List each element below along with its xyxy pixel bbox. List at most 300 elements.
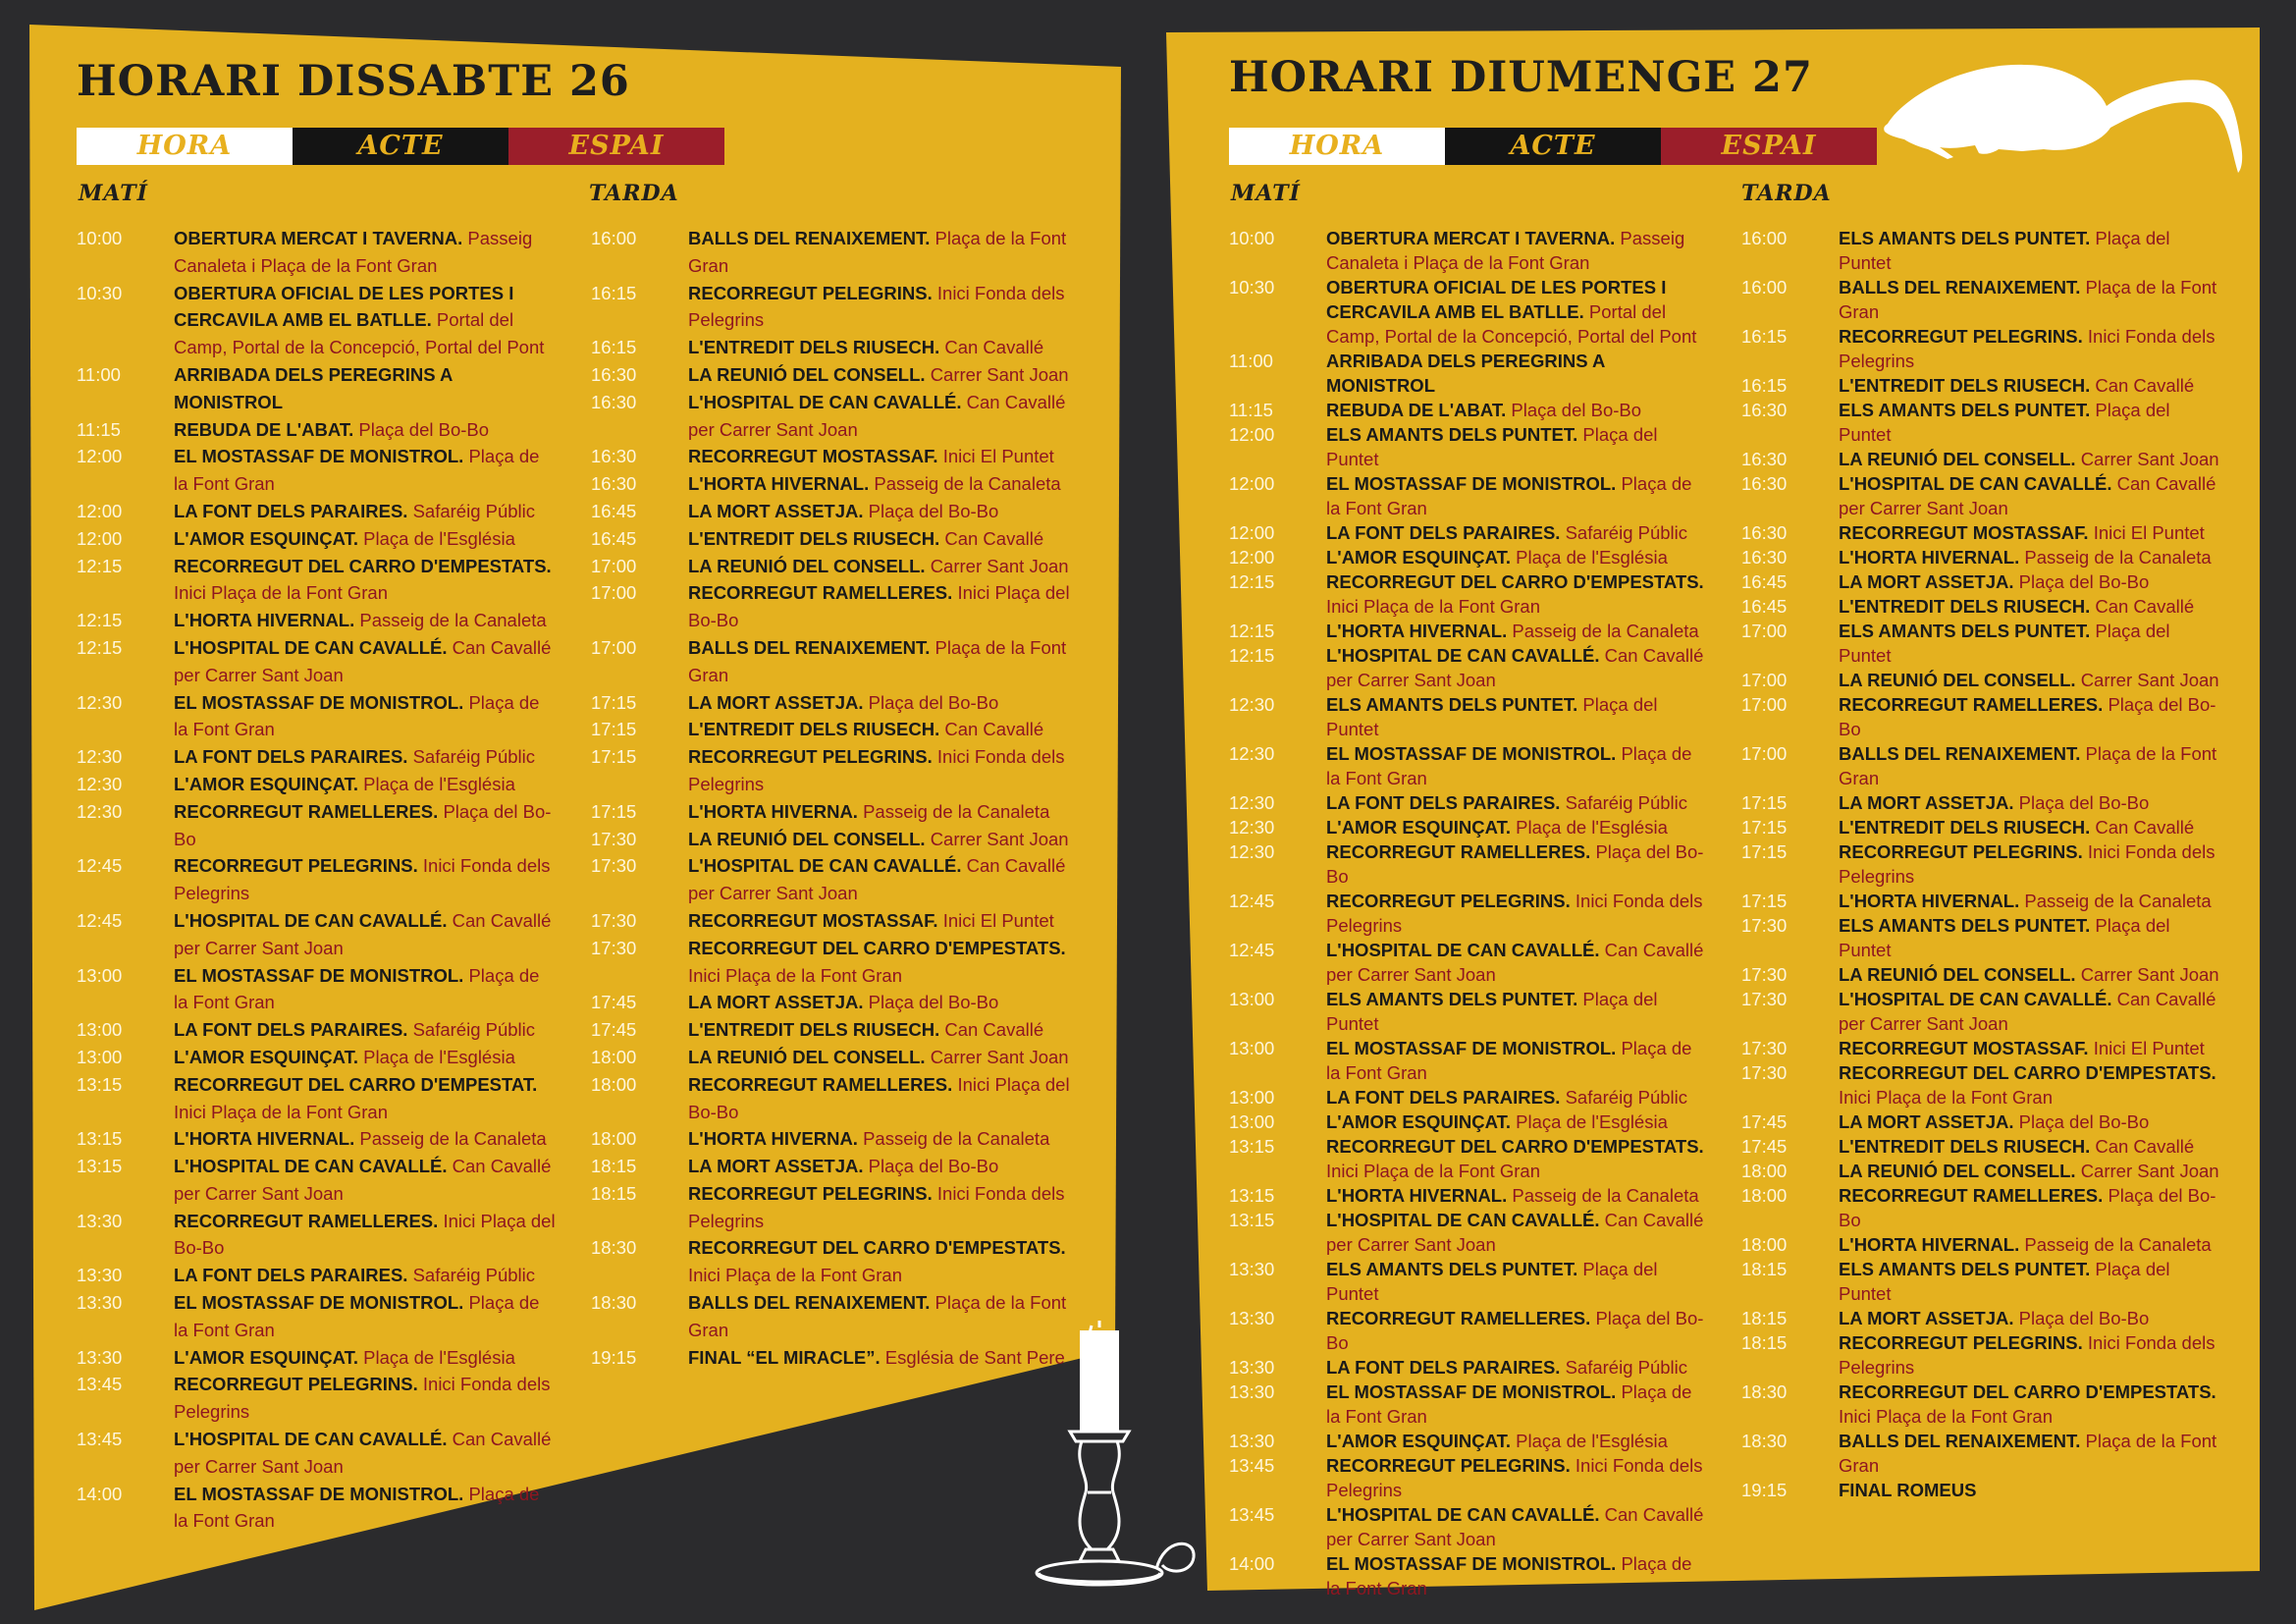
schedule-time: 17:15 — [1741, 792, 1788, 813]
schedule-place: Can Cavallé — [2095, 817, 2195, 838]
schedule-time: 16:45 — [591, 527, 637, 549]
schedule-row — [1741, 1330, 2222, 1380]
schedule-event: L'HORTA HIVERNAL. — [688, 473, 870, 495]
schedule-time: 13:45 — [1229, 1455, 1275, 1476]
schedule-event: L'HORTA HIVERNAL. — [174, 1128, 355, 1150]
schedule-event: LA MORT ASSETJA. — [1839, 571, 2014, 592]
schedule-place: Plaça de la Font Gran — [174, 446, 540, 495]
schedule-time: 18:15 — [1741, 1332, 1788, 1353]
schedule-row — [77, 1125, 558, 1153]
schedule-time: 12:00 — [77, 527, 123, 549]
schedule-place: Inici Plaça de la Font Gran — [1326, 1161, 1540, 1181]
schedule-row — [77, 1481, 558, 1536]
schedule-place: Plaça de l'Església — [363, 773, 515, 794]
schedule-row — [1229, 1453, 1710, 1502]
schedule-place: Can Cavallé per Carrer Sant Joan — [1326, 940, 1704, 985]
schedule-event: RECORREGUT DEL CARRO D'EMPESTATS. — [688, 937, 1066, 958]
schedule-row — [591, 743, 1072, 798]
schedule-time: 12:00 — [1229, 522, 1275, 543]
schedule-row — [1741, 447, 2222, 471]
schedule-event: L'HORTA HIVERNAL. — [174, 610, 355, 631]
schedule-time: 18:00 — [1741, 1185, 1788, 1206]
schedule-place: Inici Fonda dels Pelegrins — [174, 1374, 551, 1423]
schedule-row — [591, 1016, 1072, 1044]
schedule-row — [77, 1371, 558, 1426]
schedule-place: Safaréig Públic — [412, 1265, 536, 1286]
schedule-event: L'HOSPITAL DE CAN CAVALLÉ. — [1326, 645, 1600, 666]
schedule-event: L'AMOR ESQUINÇAT. — [174, 1046, 359, 1067]
schedule-place: Plaça del Bo-Bo — [358, 418, 490, 440]
schedule-row — [1229, 349, 1710, 398]
schedule-place: Església de Sant Pere — [884, 1346, 1065, 1368]
schedule-event: EL MOSTASSAF DE MONISTROL. — [174, 691, 464, 713]
schedule-place: Can Cavallé — [944, 719, 1044, 740]
schedule-time: 17:15 — [1741, 817, 1788, 838]
schedule-event: L'ENTREDIT DELS RIUSECH. — [688, 1019, 940, 1041]
header-hora: HORA — [1229, 128, 1445, 165]
schedule-event: LA FONT DELS PARAIRES. — [174, 1265, 408, 1286]
schedule-row — [1229, 938, 1710, 987]
schedule-row — [591, 907, 1072, 935]
schedule-row — [1741, 373, 2222, 398]
schedule-place: Passeig de la Canaleta — [863, 1128, 1050, 1150]
schedule-event: LA REUNIÓ DEL CONSELL. — [688, 555, 926, 576]
schedule-event: L'HORTA HIVERNA. — [688, 800, 858, 822]
schedule-event: L'AMOR ESQUINÇAT. — [1326, 1431, 1512, 1451]
schedule-event: ELS AMANTS DELS PUNTET. — [1839, 621, 2091, 641]
schedule-place: Plaça del Puntet — [1839, 228, 2170, 273]
schedule-place: Plaça del Puntet — [1326, 424, 1658, 469]
schedule-event: REBUDA DE L'ABAT. — [1326, 400, 1507, 420]
schedule-time: 17:45 — [591, 992, 637, 1013]
schedule-row — [77, 525, 558, 553]
schedule-place: Inici Plaça de la Font Gran — [1326, 596, 1540, 617]
schedule-row — [77, 498, 558, 525]
schedule-event: L'AMOR ESQUINÇAT. — [174, 527, 359, 549]
schedule-row — [591, 826, 1072, 853]
schedule-place: Plaça del Puntet — [1839, 400, 2170, 445]
schedule-row — [1741, 619, 2222, 668]
schedule-time: 16:15 — [1741, 375, 1788, 396]
schedule-event: LA REUNIÓ DEL CONSELL. — [1839, 1161, 2076, 1181]
schedule-list-saturday-afternoon — [591, 225, 1072, 1371]
schedule-event: BALLS DEL RENAIXEMENT. — [688, 1292, 931, 1314]
schedule-row — [1741, 398, 2222, 447]
schedule-event: L'AMOR ESQUINÇAT. — [174, 773, 359, 794]
schedule-time: 16:15 — [591, 337, 637, 358]
schedule-row — [1229, 619, 1710, 643]
schedule-event: ELS AMANTS DELS PUNTET. — [1839, 228, 2091, 248]
schedule-time: 16:30 — [1741, 547, 1788, 568]
schedule-place: Passeig de la Canaleta — [863, 800, 1050, 822]
schedule-event: RECORREGUT PELEGRINS. — [174, 855, 418, 877]
schedule-place: Plaça de la Font Gran — [1839, 1431, 2217, 1476]
schedule-event: RECORREGUT DEL CARRO D'EMPESTATS. — [1326, 1136, 1704, 1157]
schedule-row — [77, 962, 558, 1017]
schedule-event: L'HOSPITAL DE CAN CAVALLÉ. — [1839, 473, 2112, 494]
schedule-place: Can Cavallé per Carrer Sant Joan — [1326, 1210, 1704, 1255]
schedule-place: Plaça del Bo-Bo — [868, 500, 999, 521]
schedule-place: Inici Plaça del Bo-Bo — [688, 1073, 1070, 1122]
schedule-event: BALLS DEL RENAIXEMENT. — [688, 228, 931, 248]
schedule-place: Can Cavallé per Carrer Sant Joan — [1839, 989, 2216, 1034]
schedule-time: 17:00 — [1741, 670, 1788, 690]
schedule-event: RECORREGUT PELEGRINS. — [1839, 841, 2083, 862]
schedule-place: Plaça de l'Església — [363, 527, 515, 549]
schedule-place: Plaça del Bo-Bo — [2018, 1111, 2150, 1132]
schedule-place: Plaça del Bo-Bo — [1326, 1308, 1704, 1353]
schedule-time: 17:15 — [591, 719, 637, 740]
schedule-event: L'HOSPITAL DE CAN CAVALLÉ. — [174, 909, 448, 931]
schedule-time: 16:30 — [1741, 449, 1788, 469]
schedule-row — [77, 689, 558, 744]
schedule-row — [1229, 815, 1710, 839]
schedule-time: 13:30 — [77, 1292, 123, 1314]
schedule-place: Plaça del Bo-Bo — [1326, 841, 1704, 887]
schedule-list-sunday-morning — [1229, 226, 1710, 1600]
schedule-event: EL MOSTASSAF DE MONISTROL. — [174, 446, 464, 467]
schedule-event: EL MOSTASSAF DE MONISTROL. — [1326, 1381, 1617, 1402]
schedule-time: 13:15 — [77, 1073, 123, 1095]
header-acte: ACTE — [293, 128, 508, 165]
schedule-event: L'ENTREDIT DELS RIUSECH. — [688, 719, 940, 740]
schedule-place: Plaça del Bo-Bo — [1839, 694, 2216, 739]
schedule-row — [591, 1125, 1072, 1153]
schedule-event: EL MOSTASSAF DE MONISTROL. — [1326, 473, 1617, 494]
schedule-event: RECORREGUT PELEGRINS. — [1326, 1455, 1571, 1476]
schedule-time: 16:00 — [1741, 228, 1788, 248]
schedule-time: 13:00 — [1229, 1038, 1275, 1058]
schedule-event: RECORREGUT RAMELLERES. — [688, 1073, 953, 1095]
schedule-event: LA MORT ASSETJA. — [1839, 1308, 2014, 1328]
schedule-time: 18:00 — [1741, 1161, 1788, 1181]
header-espai: ESPAI — [1661, 128, 1877, 165]
schedule-place: Plaça del Puntet — [1326, 694, 1658, 739]
schedule-event: LA FONT DELS PARAIRES. — [1326, 522, 1561, 543]
schedule-list-sunday-afternoon — [1741, 226, 2222, 1502]
schedule-time: 10:00 — [77, 228, 123, 248]
schedule-row — [1741, 1036, 2222, 1060]
schedule-row — [1229, 1429, 1710, 1453]
schedule-row — [1741, 1110, 2222, 1134]
schedule-time: 16:45 — [1741, 596, 1788, 617]
schedule-place: Passeig de la Canaleta — [1512, 621, 1699, 641]
schedule-time: 12:15 — [1229, 621, 1275, 641]
schedule-time: 13:30 — [1229, 1357, 1275, 1378]
schedule-place: Plaça del Puntet — [1839, 915, 2170, 960]
schedule-row — [77, 1426, 558, 1481]
schedule-event: ELS AMANTS DELS PUNTET. — [1326, 1259, 1578, 1279]
schedule-place: Inici Plaça de la Font Gran — [174, 582, 388, 604]
schedule-row — [1229, 1306, 1710, 1355]
schedule-event: LA MORT ASSETJA. — [688, 691, 864, 713]
schedule-event: LA FONT DELS PARAIRES. — [174, 500, 408, 521]
schedule-event: L'HORTA HIVERNAL. — [1326, 1185, 1508, 1206]
schedule-row — [1229, 471, 1710, 520]
schedule-event: ELS AMANTS DELS PUNTET. — [1839, 400, 2091, 420]
schedule-place: Plaça de la Font Gran — [688, 228, 1067, 276]
schedule-place: Plaça de l'Església — [363, 1346, 515, 1368]
schedule-event: BALLS DEL RENAIXEMENT. — [1839, 1431, 2081, 1451]
schedule-row — [591, 989, 1072, 1016]
schedule-time: 18:30 — [1741, 1381, 1788, 1402]
schedule-time: 13:00 — [77, 1046, 123, 1067]
schedule-place: Plaça de la Font Gran — [1839, 277, 2217, 322]
schedule-place: Inici Fonda dels Pelegrins — [688, 282, 1065, 331]
schedule-time: 13:00 — [77, 1019, 123, 1041]
schedule-time: 16:30 — [591, 473, 637, 495]
schedule-row — [591, 579, 1072, 634]
schedule-time: 17:15 — [1741, 891, 1788, 911]
schedule-place: Plaça de l'Església — [1516, 1431, 1668, 1451]
schedule-row — [1741, 545, 2222, 569]
schedule-place: Inici Plaça del Bo-Bo — [174, 1210, 556, 1259]
schedule-event: RECORREGUT DEL CARRO D'EMPESTATS. — [688, 1237, 1066, 1259]
schedule-event: LA FONT DELS PARAIRES. — [174, 746, 408, 768]
schedule-row — [591, 525, 1072, 553]
schedule-time: 18:00 — [591, 1046, 637, 1067]
schedule-event: ARRIBADA DELS PEREGRINS A MONISTROL — [174, 363, 453, 412]
schedule-time: 16:00 — [591, 228, 637, 248]
schedule-time: 11:15 — [1229, 400, 1273, 420]
schedule-time: 13:15 — [77, 1128, 123, 1150]
schedule-event: L'HORTA HIVERNA. — [688, 1128, 858, 1150]
schedule-event: LA REUNIÓ DEL CONSELL. — [688, 1046, 926, 1067]
schedule-event: OBERTURA OFICIAL DE LES PORTES I CERCAVILA AMB EL BATLLE. — [174, 282, 514, 331]
schedule-row — [1229, 545, 1710, 569]
schedule-row — [1741, 790, 2222, 815]
schedule-row — [77, 416, 558, 444]
schedule-row — [1229, 1085, 1710, 1110]
schedule-time: 13:15 — [1229, 1136, 1275, 1157]
schedule-row — [77, 1262, 558, 1289]
schedule-event: RECORREGUT RAMELLERES. — [688, 582, 953, 604]
schedule-time: 11:15 — [77, 418, 121, 440]
schedule-place: Plaça de la Font Gran — [1326, 473, 1692, 518]
schedule-row — [77, 225, 558, 280]
schedule-place: Safaréig Públic — [1565, 792, 1688, 813]
schedule-time: 14:00 — [77, 1483, 123, 1504]
schedule-event: RECORREGUT PELEGRINS. — [688, 1182, 933, 1204]
schedule-place: Plaça del Puntet — [1839, 1259, 2170, 1304]
schedule-place: Can Cavallé per Carrer Sant Joan — [1326, 645, 1704, 690]
schedule-place: Can Cavallé — [944, 527, 1044, 549]
schedule-row — [1741, 1232, 2222, 1257]
schedule-time: 17:30 — [591, 909, 637, 931]
schedule-row — [77, 907, 558, 962]
schedule-row — [591, 470, 1072, 498]
schedule-row — [1229, 889, 1710, 938]
schedule-event: ELS AMANTS DELS PUNTET. — [1326, 424, 1578, 445]
schedule-place: Carrer Sant Joan — [930, 555, 1069, 576]
schedule-place: Carrer Sant Joan — [2080, 670, 2219, 690]
schedule-time: 17:30 — [1741, 1062, 1788, 1083]
schedule-row — [1229, 839, 1710, 889]
schedule-event: LA MORT ASSETJA. — [1839, 792, 2014, 813]
schedule-time: 12:15 — [77, 555, 123, 576]
schedule-row — [77, 743, 558, 771]
schedule-time: 13:30 — [77, 1265, 123, 1286]
schedule-time: 12:15 — [1229, 571, 1275, 592]
schedule-event: RECORREGUT RAMELLERES. — [174, 800, 439, 822]
schedule-time: 13:45 — [77, 1374, 123, 1395]
schedule-time: 10:30 — [77, 282, 123, 303]
schedule-row — [1229, 790, 1710, 815]
schedule-row — [591, 1234, 1072, 1289]
schedule-place: Can Cavallé — [2095, 1136, 2195, 1157]
schedule-event: L'AMOR ESQUINÇAT. — [1326, 547, 1512, 568]
schedule-place: Inici Plaça de la Font Gran — [1839, 1087, 2053, 1108]
schedule-row — [1741, 1159, 2222, 1183]
schedule-event: L'HOSPITAL DE CAN CAVALLÉ. — [174, 1429, 448, 1450]
schedule-event: EL MOSTASSAF DE MONISTROL. — [174, 964, 464, 986]
schedule-place: Safaréig Públic — [1565, 1357, 1688, 1378]
schedule-time: 12:45 — [77, 909, 123, 931]
schedule-event: L'HORTA HIVERNAL. — [1839, 547, 2020, 568]
schedule-place: Plaça de la Font Gran — [688, 1292, 1067, 1340]
schedule-place: Passeig de la Canaleta — [874, 473, 1061, 495]
schedule-time: 17:00 — [1741, 743, 1788, 764]
schedule-row — [77, 1044, 558, 1071]
schedule-event: LA FONT DELS PARAIRES. — [1326, 792, 1561, 813]
schedule-place: Passeig de la Canaleta — [359, 1128, 547, 1150]
schedule-row — [77, 607, 558, 634]
schedule-row — [1229, 275, 1710, 349]
schedule-row — [591, 553, 1072, 580]
schedule-place: Inici El Puntet — [942, 446, 1054, 467]
schedule-event: ARRIBADA DELS PEREGRINS A MONISTROL — [1326, 351, 1605, 396]
schedule-place: Inici Plaça de la Font Gran — [1839, 1406, 2053, 1427]
schedule-event: EL MOSTASSAF DE MONISTROL. — [1326, 743, 1617, 764]
schedule-place: Plaça de l'Església — [363, 1046, 515, 1067]
schedule-row — [1741, 226, 2222, 275]
schedule-row — [1741, 471, 2222, 520]
schedule-time: 13:30 — [1229, 1381, 1275, 1402]
schedule-time: 16:45 — [1741, 571, 1788, 592]
schedule-event: RECORREGUT DEL CARRO D'EMPESTATS. — [1839, 1062, 2216, 1083]
schedule-time: 12:00 — [1229, 473, 1275, 494]
schedule-event: REBUDA DE L'ABAT. — [174, 418, 354, 440]
schedule-time: 13:30 — [1229, 1431, 1275, 1451]
schedule-time: 14:00 — [1229, 1553, 1275, 1574]
schedule-row — [1741, 275, 2222, 324]
schedule-row — [591, 1044, 1072, 1071]
schedule-row — [1229, 1183, 1710, 1208]
schedule-event: RECORREGUT PELEGRINS. — [688, 746, 933, 768]
schedule-place: Inici Fonda dels Pelegrins — [1839, 841, 2216, 887]
schedule-time: 18:15 — [1741, 1308, 1788, 1328]
schedule-event: ELS AMANTS DELS PUNTET. — [1839, 915, 2091, 936]
schedule-time: 12:30 — [77, 746, 123, 768]
section-label-afternoon: TARDA — [1741, 181, 1832, 206]
schedule-time: 17:45 — [1741, 1111, 1788, 1132]
schedule-row — [77, 1208, 558, 1263]
schedule-event: LA REUNIÓ DEL CONSELL. — [1839, 670, 2076, 690]
schedule-place: Passeig de la Canaleta — [2024, 547, 2212, 568]
schedule-event: RECORREGUT PELEGRINS. — [688, 282, 933, 303]
schedule-time: 18:15 — [591, 1156, 637, 1177]
schedule-row — [1741, 692, 2222, 741]
schedule-place: Plaça de la Font Gran — [174, 1483, 540, 1532]
schedule-time: 17:00 — [591, 582, 637, 604]
schedule-time: 17:00 — [591, 555, 637, 576]
schedule-place: Plaça del Puntet — [1326, 1259, 1658, 1304]
schedule-event: RECORREGUT RAMELLERES. — [1326, 841, 1591, 862]
schedule-row — [1229, 1257, 1710, 1306]
schedule-place: Plaça del Bo-Bo — [2018, 1308, 2150, 1328]
schedule-row — [1741, 520, 2222, 545]
schedule-row — [1741, 1060, 2222, 1110]
schedule-time: 18:00 — [591, 1128, 637, 1150]
schedule-time: 12:15 — [1229, 645, 1275, 666]
schedule-row — [1741, 1380, 2222, 1429]
schedule-time: 12:30 — [1229, 694, 1275, 715]
schedule-row — [1741, 1429, 2222, 1478]
schedule-time: 10:30 — [1229, 277, 1275, 298]
schedule-event: LA REUNIÓ DEL CONSELL. — [688, 828, 926, 849]
schedule-row — [591, 1180, 1072, 1235]
schedule-place: Portal del Camp, Portal de la Concepció, Portal del Pont — [1326, 301, 1697, 347]
schedule-time: 12:30 — [1229, 817, 1275, 838]
schedule-place: Plaça de la Font Gran — [174, 1292, 540, 1340]
schedule-time: 12:30 — [77, 691, 123, 713]
header-bar-saturday — [77, 128, 724, 165]
schedule-place: Passeig de la Canaleta — [2024, 1234, 2212, 1255]
schedule-row — [1741, 1257, 2222, 1306]
schedule-time: 12:30 — [1229, 841, 1275, 862]
schedule-time: 17:30 — [591, 855, 637, 877]
schedule-place: Passeig de la Canaleta — [359, 610, 547, 631]
schedule-time: 17:00 — [1741, 694, 1788, 715]
schedule-row — [1741, 815, 2222, 839]
schedule-time: 12:30 — [1229, 743, 1275, 764]
schedule-time: 18:30 — [1741, 1431, 1788, 1451]
schedule-time: 18:15 — [591, 1182, 637, 1204]
schedule-event: RECORREGUT DEL CARRO D'EMPESTATS. — [174, 555, 552, 576]
schedule-place: Carrer Sant Joan — [2080, 1161, 2219, 1181]
schedule-event: OBERTURA OFICIAL DE LES PORTES I CERCAVILA AMB EL BATLLE. — [1326, 277, 1667, 322]
schedule-time: 13:45 — [1229, 1504, 1275, 1525]
schedule-event: LA MORT ASSETJA. — [688, 500, 864, 521]
schedule-row — [1229, 643, 1710, 692]
schedule-event: L'HOSPITAL DE CAN CAVALLÉ. — [688, 855, 962, 877]
schedule-place: Plaça del Puntet — [1326, 989, 1658, 1034]
schedule-event: RECORREGUT RAMELLERES. — [1839, 694, 2104, 715]
schedule-row — [1229, 1208, 1710, 1257]
schedule-place: Plaça del Bo-Bo — [1839, 1185, 2216, 1230]
schedule-event: EL MOSTASSAF DE MONISTROL. — [174, 1483, 464, 1504]
schedule-place: Can Cavallé per Carrer Sant Joan — [688, 855, 1066, 904]
schedule-event: FINAL “EL MIRACLE”. — [688, 1346, 881, 1368]
schedule-row — [591, 1153, 1072, 1180]
schedule-place: Passeig de la Canaleta — [2024, 891, 2212, 911]
schedule-row — [77, 1289, 558, 1344]
schedule-row — [591, 689, 1072, 717]
schedule-event: RECORREGUT DEL CARRO D'EMPESTATS. — [1839, 1381, 2216, 1402]
schedule-place: Can Cavallé per Carrer Sant Joan — [174, 1429, 552, 1477]
schedule-place: Plaça de la Font Gran — [1326, 1381, 1692, 1427]
page-title-saturday: HORARI DISSABTE 26 — [77, 57, 630, 106]
schedule-row — [591, 443, 1072, 470]
schedule-row — [1741, 1306, 2222, 1330]
schedule-event: L'AMOR ESQUINÇAT. — [1326, 817, 1512, 838]
schedule-event: RECORREGUT MOSTASSAF. — [688, 909, 938, 931]
schedule-event: LA REUNIÓ DEL CONSELL. — [688, 363, 926, 385]
schedule-row — [1741, 324, 2222, 373]
schedule-time: 12:45 — [77, 855, 123, 877]
schedule-row — [1229, 1134, 1710, 1183]
schedule-row — [77, 771, 558, 798]
